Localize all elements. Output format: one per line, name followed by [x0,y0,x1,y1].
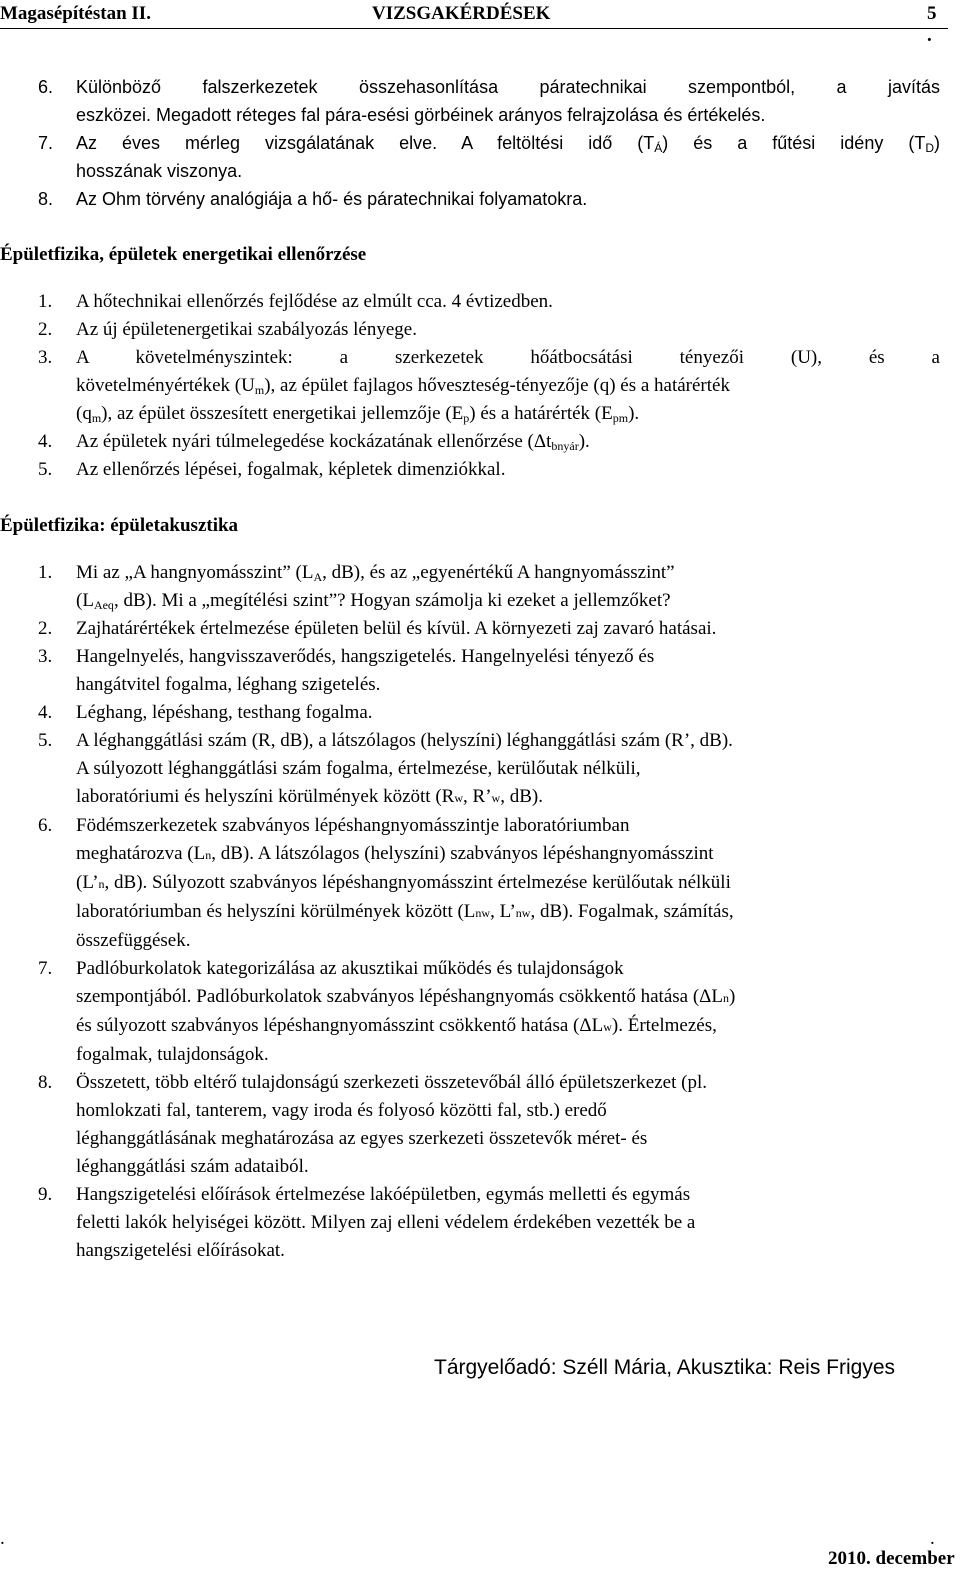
list-item: 3. A követelményszintek: a szerkezetek hőátbocsátási tényezői (U), és a [38,347,940,368]
header-rule [0,28,948,29]
document-body [0,73,940,1265]
list-item: 5. A léghanggátlási szám (R, dB), a látszólagos (helyszíni) léghanggátlási szám (R’, dB). [38,730,733,751]
list-item-continuation: $(q_m)$, az épület összesített energetikai jellemzője $(E_p)$ és a határérték $(E_{pm})$. [76,403,640,425]
list-item-continuation: A súlyozott léghanggátlási szám fogalma, értelmezése, kerülőutak nélküli, [76,758,641,779]
list-item-continuation: ($L_{Aeq}$, dB). Mi a „megítélési szint”? Hogyan számolja ki ezeket a jellemzőket? [76,590,671,612]
list-item-continuation: meghatározva (Ln, dB). A látszólagos (helyszíni) szabványos lépéshangnyomásszint [76,843,714,864]
page-header [0,3,945,46]
lecturer-credit: Tárgyelőadó: Széll Mária, Akusztika: Reis Frigyes [434,1356,896,1379]
footer-dot-right: . [930,1528,935,1549]
list-item: 7. Az éves mérleg vizsgálatának elve. A feltöltési idő $(T_Á)$ és a fűtési idény $(T_D)$ [38,133,940,155]
list-item-continuation: hosszának viszonya. [76,161,243,181]
list-b [0,288,940,484]
list-item: 9. Hangszigetelési előírások értelmezése lakóépületben, egymás melletti és egymás [38,1184,691,1205]
list-item: 1. Mi az „A hangnyomásszint” ($L_A$, dB), és az „egyenértékű A hangnyomásszint” [38,562,675,584]
list-item: 3. Hangelnyelés, hangvisszaverődés, hangszigetelés. Hangelnyelési tényező és [38,646,655,667]
list-item: 2. Zajhatárértékek értelmezése épületen belül és kívül. A környezeti zaj zavaró hatásai. [38,618,717,639]
list-item-continuation: hangátvitel fogalma, léghang szigetelés. [76,674,381,695]
section-heading: Épületfizika: épületakusztika [0,515,239,536]
list-item-continuation: összefüggések. [76,930,191,951]
list-item-continuation: laboratóriumi és helyszíni körülmények között (Rw, R’w, dB). [76,786,543,807]
list-item-continuation: szempontjából. Padlóburkolatok szabványos lépéshangnyomás csökkentő hatása (ΔLn) [76,986,736,1007]
list-item-continuation: léghanggátlási szám adataiból. [76,1156,309,1177]
list-item: 5. Az ellenőrzés lépései, fogalmak, képletek dimenziókkal. [38,459,506,480]
list-item-continuation: követelményértékek $(U_m)$, az épület fajlagos hőveszteség-tényezője (q) és a határérték [76,375,730,397]
list-item: 1. A hőtechnikai ellenőrzés fejlődése az elmúlt cca. 4 évtizedben. [38,291,553,312]
list-item-continuation: hangszigetelési előírásokat. [76,1240,285,1261]
list-item-continuation: laboratóriumban és helyszíni körülmények között (Lnw, L’nw, dB). Fogalmak, számítás, [76,901,734,922]
list-item-continuation: (L’n, dB). Súlyozott szabványos lépéshangnyomásszint értelmezése kerülőutak nélküli [76,872,731,893]
list-item-continuation: homlokzati fal, tanterem, vagy iroda és folyosó közötti fal, stb.) eredő [76,1100,607,1121]
list-item-continuation: feletti lakók helyiségei között. Milyen zaj elleni védelem érdekében vezették be a [76,1212,696,1233]
list-item: 6. Födémszerkezetek szabványos lépéshangnyomásszintje laboratóriumban [38,815,630,836]
list-item: 6. Különböző falszerkezetek összehasonlítása páratechnikai szempontból, a javítás [38,77,940,97]
document-title: VIZSGAKÉRDÉSEK [372,3,551,24]
section-heading: Épületfizika, épületek energetikai ellenőrzése [0,244,367,265]
list-a [0,73,940,213]
list-item-continuation: fogalmak, tulajdonságok. [76,1044,269,1065]
list-item-continuation: és súlyozott szabványos lépéshangnyomásszint csökkentő hatása (ΔLw). Értelmezés, [76,1015,717,1036]
list-item: 2. Az új épületenergetikai szabályozás lényege. [38,319,417,340]
footer-dot-left: . [0,1528,5,1549]
list-item-continuation: léghanggátlásának meghatározása az egyes szerkezeti összetevők méret- és [76,1128,648,1149]
list-item: 8. Összetett, több eltérő tulajdonságú szerkezeti összetevőbál álló épületszerkezet (pl. [38,1072,707,1093]
course-title: Magasépítéstan II. [0,3,151,24]
list-c [0,559,940,1265]
list-item: 8. Az Ohm törvény analógiája a hő- és páratechnikai folyamatokra. [38,189,588,209]
footer-date: 2010. december [828,1548,955,1569]
list-item-continuation: eszközei. Megadott réteges fal pára-esési görbéinek arányos felrajzolása és értékelés. [76,105,766,125]
list-item: 4. Az épületek nyári túlmelegedése kockázatának ellenőrzése $(\Delta t_{bnyár})$. [38,431,590,453]
list-item: 4. Léghang, lépéshang, testhang fogalma. [38,702,373,723]
page-number: 5 . [927,3,937,46]
list-item: 7. Padlóburkolatok kategorizálása az akusztikai működés és tulajdonságok [38,958,624,979]
